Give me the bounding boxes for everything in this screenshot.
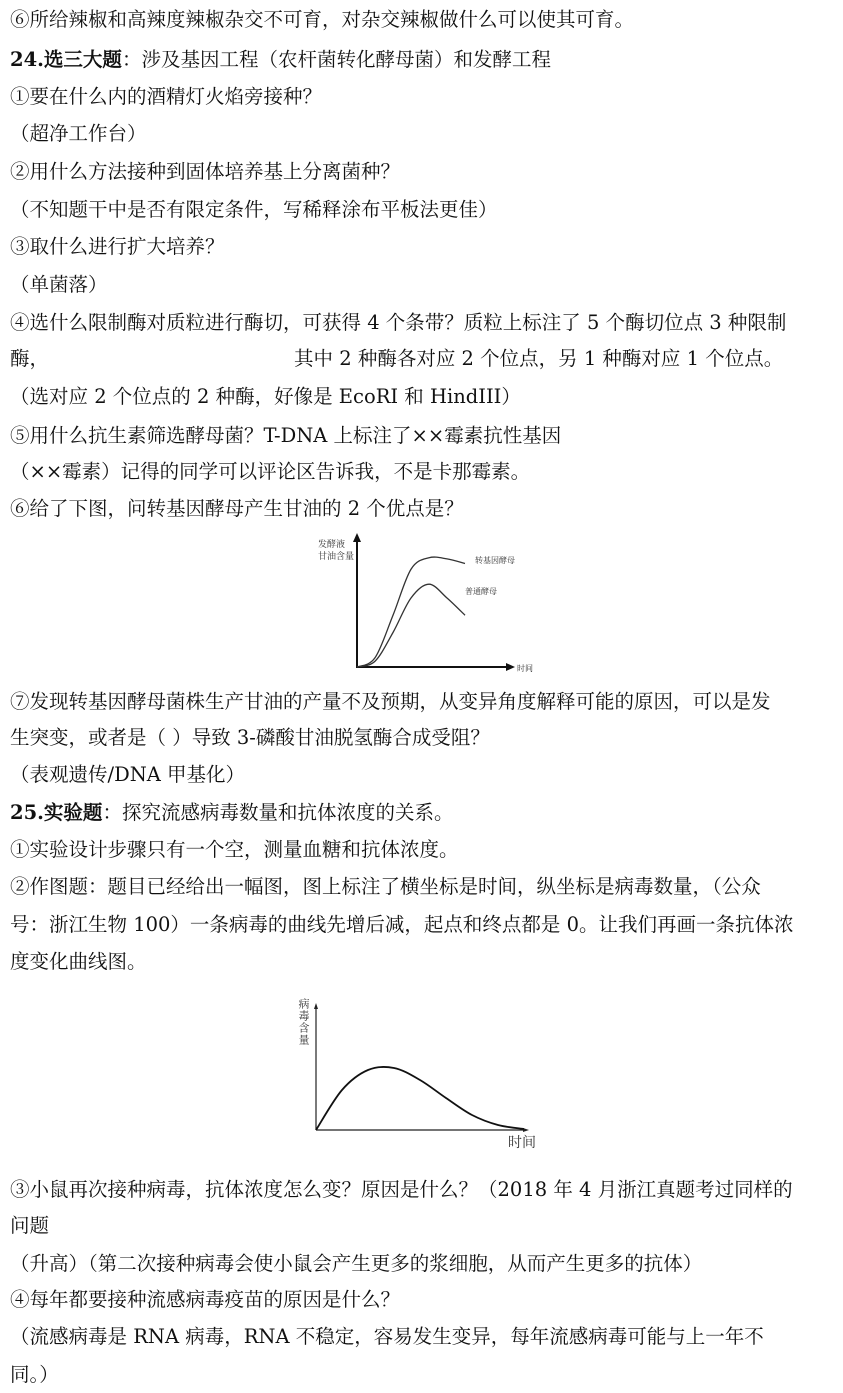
text-line: ③小鼠再次接种病毒，抗体浓度怎么变？原因是什么？（2018 年 4 月浙江真题考过同样的: [10, 1178, 793, 1201]
text-line: （不知题干中是否有限定条件，写稀释涂布平板法更佳）: [10, 198, 498, 221]
text-line: （超净工作台）: [10, 122, 147, 145]
text-line: ④每年都要接种流感病毒疫苗的原因是什么？: [10, 1288, 401, 1311]
text-line: 问题: [10, 1214, 50, 1237]
section-desc: ：涉及基因工程（农杆菌转化酵母菌）和发酵工程: [121, 48, 551, 71]
text-line: ⑤用什么抗生素筛选酵母菌？T-DNA 上标注了××霉素抗性基因: [10, 424, 562, 447]
y-axis-arrow-icon: [314, 1003, 318, 1009]
text-line: （升高）（第二次接种病毒会使小鼠会产生更多的浆细胞，从而产生更多的抗体）: [10, 1252, 703, 1275]
text-line: ①实验设计步骤只有一个空，测量血糖和抗体浓度。: [10, 838, 459, 861]
text-line: （选对应 2 个位点的 2 种酶，好像是 EcoRI 和 HindIII）: [10, 385, 521, 408]
text-line: ②作图题：题目已经给出一幅图，图上标注了横坐标是时间，纵坐标是病毒数量，（公众: [10, 875, 761, 898]
section-heading-25: [10, 801, 453, 825]
text-line: ④选什么限制酶对质粒进行酶切，可获得 4 个条带？质粒上标注了 5 个酶切位点 3 种限制: [10, 311, 787, 334]
section-heading-24: [10, 48, 551, 72]
text-line: ⑥所给辣椒和高辣度辣椒杂交不可育，对杂交辣椒做什么可以使其可育。: [10, 8, 635, 31]
section-desc: ：探究流感病毒数量和抗体浓度的关系。: [102, 801, 454, 824]
section-number: 25.实验题: [10, 801, 103, 824]
x-axis-label: 时间: [508, 1135, 536, 1150]
text-line: （流感病毒是 RNA 病毒，RNA 不稳定，容易发生变异，每年流感病毒可能与上一年不: [10, 1325, 764, 1348]
y-label-line1: 发酵液: [318, 540, 346, 550]
text-line: [10, 347, 783, 371]
text-part: 其中 2 种酶各对应 2 个位点，另 1 种酶对应 1 个位点。: [294, 347, 784, 370]
text-line: 度变化曲线图。: [10, 950, 147, 973]
text-line: 号：浙江生物 100）一条病毒的曲线先增后减，起点和终点都是 0。让我们再画一条抗体浓: [10, 913, 794, 936]
text-line: ①要在什么内的酒精灯火焰旁接种？: [10, 85, 323, 108]
text-line: ③取什么进行扩大培养？: [10, 235, 225, 258]
y-label-line2: 甘油含量: [318, 552, 355, 562]
text-line: （单菌落）: [10, 273, 108, 296]
series-label-0: 转基因酵母: [475, 556, 515, 565]
text-line: ②用什么方法接种到固体培养基上分离菌种？: [10, 160, 401, 183]
x-axis-label: 时间: [517, 664, 533, 673]
virus-chart: [280, 995, 550, 1150]
series-line-0: [316, 1067, 524, 1130]
text-line: （表观遗传/DNA 甲基化）: [10, 763, 246, 786]
y-axis-label: 病毒含量: [297, 998, 310, 1046]
text-line: （××霉素）记得的同学可以评论区告诉我，不是卡那霉素。: [10, 460, 531, 483]
y-axis-arrow-icon: [353, 533, 361, 542]
text-line: ⑥给了下图，问转基因酵母产生甘油的 2 个优点是？: [10, 497, 464, 520]
text-part: 酶，: [10, 347, 50, 370]
series-line-1: [357, 584, 465, 667]
section-number: 24.选三大题: [10, 48, 122, 71]
text-line: ⑦发现转基因酵母菌株生产甘油的产量不及预期，从变异角度解释可能的原因，可以是发: [10, 690, 771, 713]
series-line-0: [357, 557, 465, 667]
glycerol-chart: [290, 530, 540, 675]
x-axis-arrow-icon: [506, 663, 515, 671]
series-label-1: 普通酵母: [465, 587, 497, 596]
text-line: 同。）: [10, 1363, 59, 1386]
text-line: 生突变，或者是（ ）导致 3-磷酸甘油脱氢酶合成受阻？: [10, 726, 490, 749]
